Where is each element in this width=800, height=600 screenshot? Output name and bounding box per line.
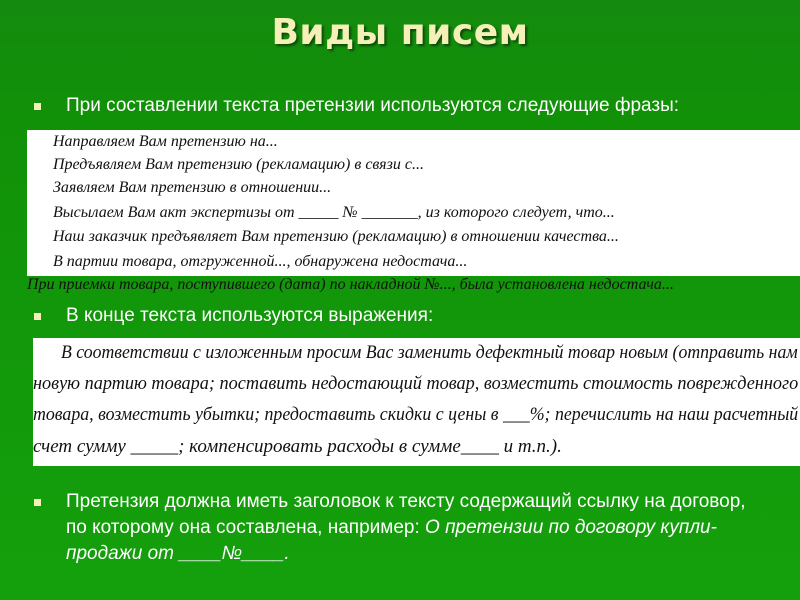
bullet-marker [34,103,41,110]
phrase-line: Заявляем Вам претензию в отношении... [53,179,332,196]
bullet-main-text: Претензия должна иметь заголовок к тексту содержащий ссылку на договор, по которому она составлена, например: [66,491,746,538]
closing-line: товара, возместить убытки; предоставить скидки с цены в ___%; перечислить на наш расчетный [33,404,799,425]
phrase-line: При приемки товара, поступившего (дата) по накладной №..., была установлена недостача... [27,276,674,293]
phrase-line: Предъявляем Вам претензию (рекламацию) в связи с... [53,156,424,173]
bullet-example-text: О претензии по договору купли-продажи от ____№____. [66,517,717,564]
closing-line: В соответствии с изложенным просим Вас заменить дефектный товар новым (отправить нам [61,342,798,363]
slide-title: Виды писем [271,12,529,53]
bullet-phrases-intro [30,93,800,119]
bullet-text: При составлении текста претензии используются следующие фразы: [66,95,680,116]
bullet-marker [34,499,41,506]
bullet-text: В конце текста используются выражения: [66,305,434,326]
closing-line: новую партию товара; поставить недостающий товар, возместить стоимость поврежденного [33,373,799,394]
phrase-line: Высылаем Вам акт экспертизы от _____ № _______, из которого следует, что... [53,204,615,221]
phrase-line: Наш заказчик предъявляет Вам претензию (рекламацию) в отношении качества... [53,228,619,245]
closing-phrases-image-box [33,338,800,466]
bullet-header-requirement [30,489,770,567]
bullet-marker [34,313,41,320]
bullet-closing-intro [30,303,800,329]
phrases-image-box [27,130,800,293]
bullet-text [66,489,770,567]
phrase-line: Направляем Вам претензию на... [53,133,278,150]
closing-line: счет сумму _____; компенсировать расходы в сумме____ и т.п.). [33,436,562,457]
phrase-line: В партии товара, отгруженной..., обнаружена недостача... [53,253,468,270]
